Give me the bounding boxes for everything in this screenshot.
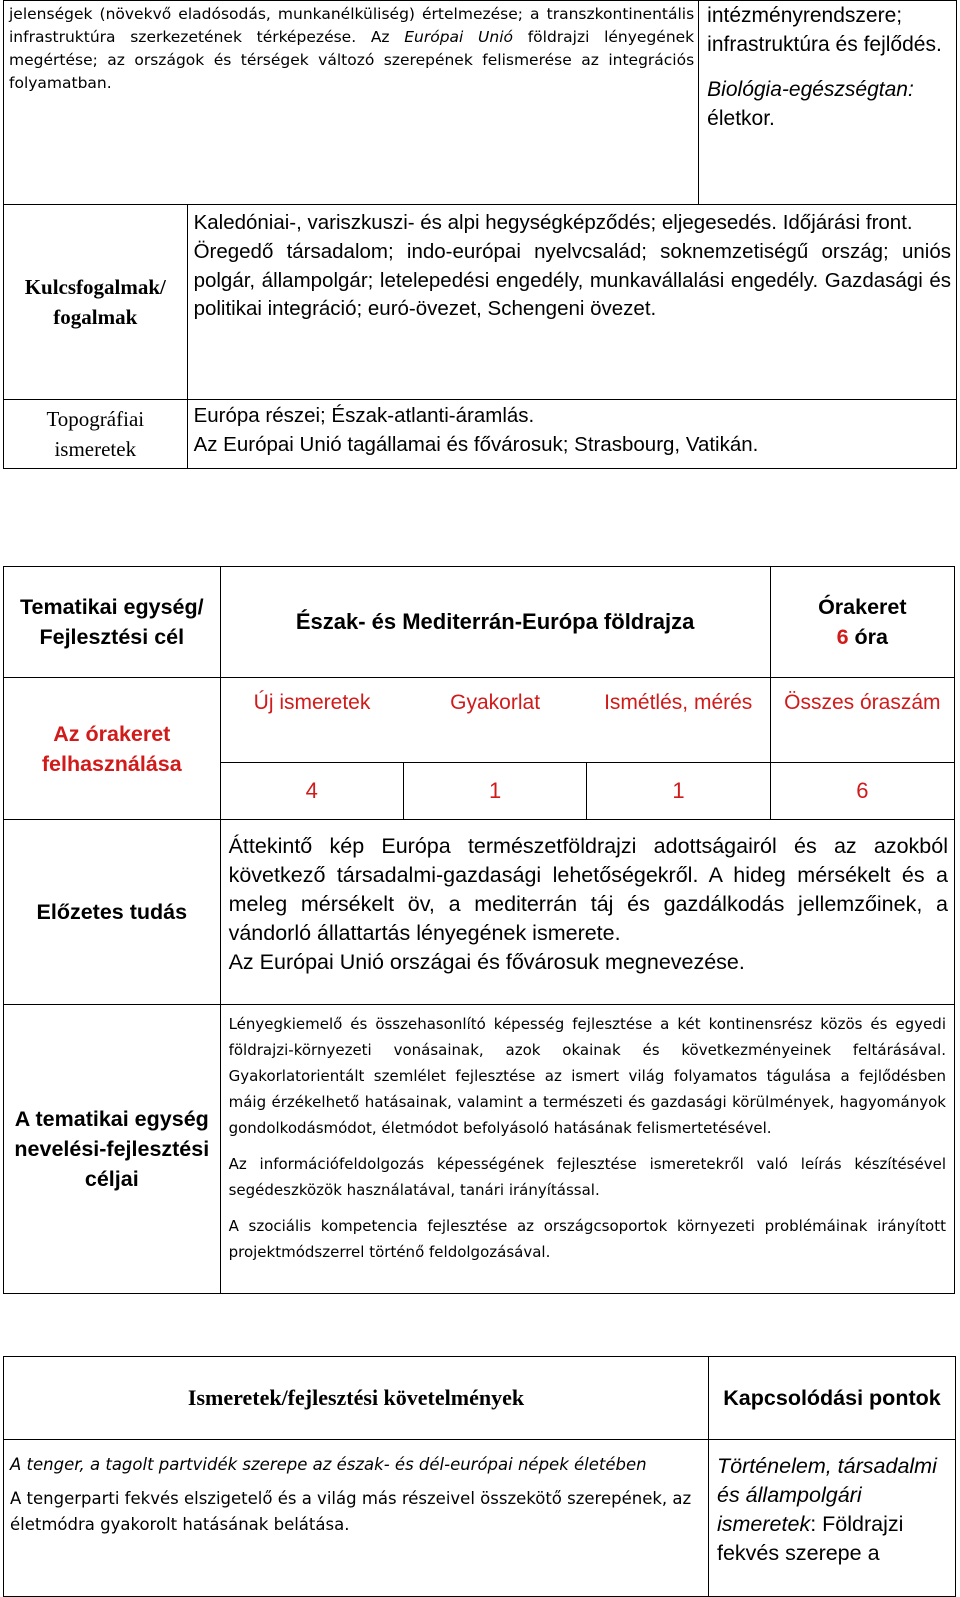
prior-label: Előzetes tudás xyxy=(36,900,188,924)
requirements-label: Ismeretek/fejlesztési követelmények xyxy=(187,1385,525,1410)
usage-label-cell xyxy=(4,678,221,820)
keywords-line-2: Öregedő társadalom; indo-európai nyelvcsalád; soknemzetiségű ország; uniós polgár, állampolgár; letelepedési engedély, munkavállalási engedély. Gazdasági és politikai integráció; euró-övezet, Schengeni övezet. xyxy=(193,239,951,321)
usage-label: Az órakeret felhasználása xyxy=(41,721,182,776)
col-review xyxy=(587,678,770,763)
links-cell-top xyxy=(699,1,957,205)
value-new-knowledge xyxy=(220,763,403,820)
col-new-knowledge xyxy=(220,678,403,763)
col-total-label: Összes óraszám xyxy=(784,691,941,714)
goals-cell xyxy=(220,1005,954,1294)
links-text-1: intézményrendszere; infrastruktúra és fejlődés. xyxy=(707,4,942,56)
col-review-label: Ismétlés, mérés xyxy=(604,691,753,714)
topo-line-2: Az Európai Unió tagállamai és fővárosuk; Strasbourg, Vatikán. xyxy=(193,432,759,456)
previous-goals-text: jelenségek (növekvő eladósodás, munkanélküliség) értelmezése; a transzkontinentális infrastruktúra szerkezetének térképezése. Az xyxy=(9,5,695,46)
col-practice xyxy=(403,678,586,763)
value-new-knowledge-num: 4 xyxy=(305,778,318,803)
requirements-table xyxy=(3,1356,956,1597)
keywords-label-cell xyxy=(4,205,188,400)
value-review xyxy=(587,763,770,820)
links-cell xyxy=(709,1440,956,1597)
keywords-line-1: Kaledóniai-, variszkuszi- és alpi hegységképződés; eljegesedés. Időjárási front. xyxy=(193,211,913,234)
prior-text-2: Az Európai Unió országai és fővárosuk megnevezése. xyxy=(228,950,745,974)
col-practice-label: Gyakorlat xyxy=(450,691,541,714)
topo-label: Topográfiai ismeretek xyxy=(46,407,145,461)
goals-paragraph-2: Az információfeldolgozás képességének fejlesztése ismeretekről való leírás készítésével segédeszközök használatával, tanári irányítással. xyxy=(228,1155,946,1199)
previous-goals-text-2: földrajzi lényegének megértése; az országok és térségek változó szerepének felismerése az integrációs folyamatban. xyxy=(9,28,695,92)
time-frame-label: Órakeret xyxy=(818,595,907,619)
goals-label: A tematikai egység nevelési-fejlesztési céljai xyxy=(14,1107,210,1191)
col-total xyxy=(770,678,954,763)
col-new-knowledge-label: Új ismeretek xyxy=(253,691,371,714)
links-text-2 xyxy=(707,75,952,133)
keywords-label: Kulcsfogalmak/ fogalmak xyxy=(24,275,166,329)
links-header xyxy=(709,1357,956,1440)
keywords-cell xyxy=(187,205,956,400)
unit-label: Tematikai egység/ Fejlesztési cél xyxy=(19,595,204,649)
unit-label-cell xyxy=(4,567,221,678)
unit-title: Észak- és Mediterrán-Európa földrajza xyxy=(295,609,695,634)
unit-title-cell xyxy=(220,567,770,678)
prior-cell xyxy=(220,820,954,1005)
topo-line-1: Európa részei; Észak-atlanti-áramlás. xyxy=(193,404,535,427)
value-total xyxy=(770,763,954,820)
requirements-header xyxy=(4,1357,709,1440)
topo-label-cell xyxy=(4,400,188,469)
goals-paragraph-1: Lényegkiemelő és összehasonlító képesség fejlesztése a két kontinensrész közös és egyedi földrajzi-környezeti vonásainak, azok okainak és következményeinek feltárásával. Gyakorlatorientált szemlélet fejlesztése az ismert világ folyamatos tágulása a fejlődésben máig érzékelhető hatásainak, valamint a természeti és gazdasági körülmények, hagyományok gondolkodásmódot, életmódot befolyásoló hatásának felismertetésével. xyxy=(228,1015,946,1137)
value-practice xyxy=(403,763,586,820)
links-subject-biology: Biológia-egészségtan: xyxy=(707,78,914,101)
links-subject-history: Történelem, társadalmi és állampolgári ismeretek xyxy=(717,1454,937,1536)
requirements-subheading: A tenger, a tagolt partvidék szerepe az észak- és dél-európai népek életében xyxy=(10,1455,647,1474)
links-text: : Földrajzi fekvés szerepe a xyxy=(717,1512,904,1565)
links-text-2-body: életkor. xyxy=(707,107,775,130)
value-total-num: 6 xyxy=(856,778,869,803)
time-frame-number: 6 xyxy=(836,625,849,649)
topo-cell xyxy=(187,400,956,469)
goals-label-cell xyxy=(4,1005,221,1294)
previous-goals-cell xyxy=(4,1,699,205)
prior-text-1: Áttekintő kép Európa természetföldrajzi adottságairól és az azokból következő társadalmi-gazdasági lehetőségekről. A hideg mérsékelt és a meleg mérsékelt öv, a mediterrán táj és gazdálkodás jellemzőinek, a vándorló állattartás lényegének ismerete. xyxy=(228,834,948,945)
previous-goals-italic: Európai Unió xyxy=(404,28,514,46)
unit-table xyxy=(3,566,955,1294)
value-practice-num: 1 xyxy=(488,778,502,803)
prior-label-cell xyxy=(4,820,221,1005)
curriculum-table-continued xyxy=(3,0,957,469)
goals-paragraph-3: A szociális kompetencia fejlesztése az országcsoportok környezeti problémáinak irányított projektmódszerrel történő feldolgozásával. xyxy=(228,1217,946,1261)
time-frame-unit: óra xyxy=(848,625,889,649)
requirements-text: A tengerparti fekvés elszigetelő és a világ más részeivel összekötő szerepének, az életmódra gyakorolt hatásának belátása. xyxy=(10,1489,692,1534)
requirements-cell xyxy=(4,1440,709,1597)
time-frame-cell xyxy=(770,567,954,678)
links-label: Kapcsolódási pontok xyxy=(723,1386,941,1410)
value-review-num: 1 xyxy=(672,778,685,803)
